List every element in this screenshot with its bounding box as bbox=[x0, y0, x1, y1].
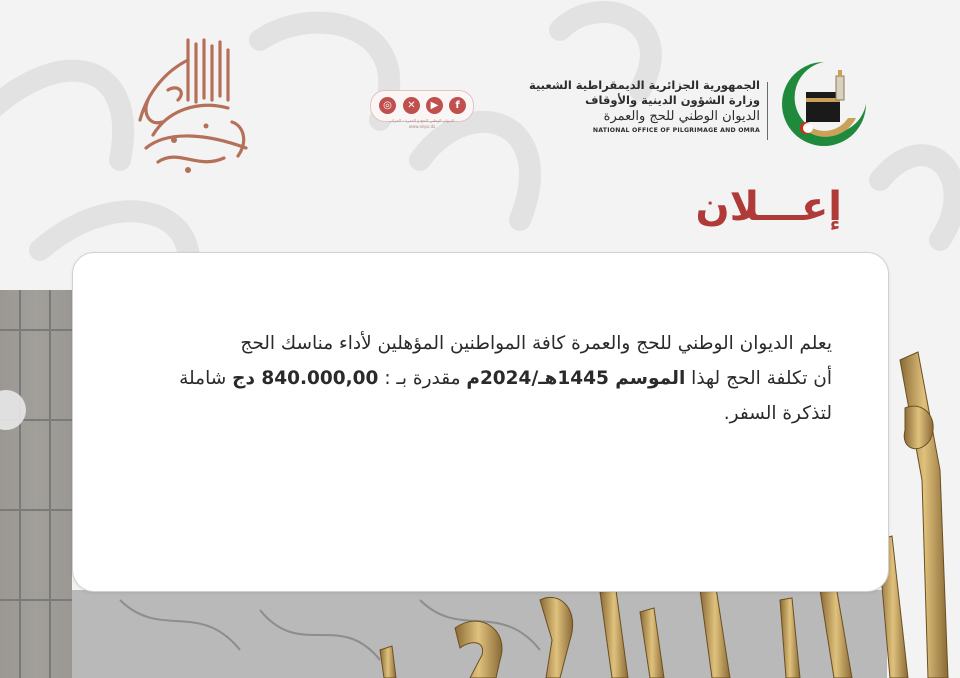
header-divider bbox=[767, 82, 768, 140]
body-line-1: يعلم الديوان الوطني للحج والعمرة كافة المواطنين المؤهلين لأداء مناسك الحج bbox=[240, 333, 832, 354]
social-caption: الديوان الوطني للحج و العمرة - الجزائر bbox=[389, 118, 455, 123]
x-icon[interactable]: ✕ bbox=[403, 97, 420, 114]
ministry-name: وزارة الشؤون الدينية والأوقاف bbox=[585, 93, 760, 107]
hajj-calligraphy-logo bbox=[128, 30, 258, 180]
body-line-2-end: شاملة bbox=[179, 368, 233, 389]
hajj-season: الموسم 1445هـ/2024م bbox=[466, 368, 686, 389]
office-emblem-logo bbox=[778, 58, 870, 150]
announcement-body bbox=[142, 326, 832, 431]
youtube-icon[interactable]: ▶ bbox=[426, 97, 443, 114]
announcement-title: إعـــلان bbox=[695, 184, 842, 230]
body-line-2-middle: مقدرة بـ : bbox=[378, 368, 467, 389]
hajj-cost-amount: 840.000,00 دج bbox=[232, 368, 379, 389]
social-url: www.onpo.dz bbox=[408, 124, 436, 129]
republic-name: الجمهورية الجزائرية الديمقراطية الشعبية bbox=[528, 78, 760, 92]
facebook-icon[interactable]: f bbox=[449, 97, 466, 114]
organization-header bbox=[520, 78, 760, 136]
body-line-2-start: أن تكلفة الحج لهذا bbox=[685, 368, 832, 389]
office-name-english: NATIONAL OFFICE OF PILGRIMAGE AND OMRA bbox=[592, 127, 760, 134]
office-name-arabic: الديوان الوطني للحج والعمرة bbox=[603, 109, 760, 124]
body-line-3: لتذكرة السفر. bbox=[723, 403, 832, 424]
body-line-2 bbox=[142, 361, 832, 396]
instagram-icon[interactable]: ◎ bbox=[379, 97, 396, 114]
